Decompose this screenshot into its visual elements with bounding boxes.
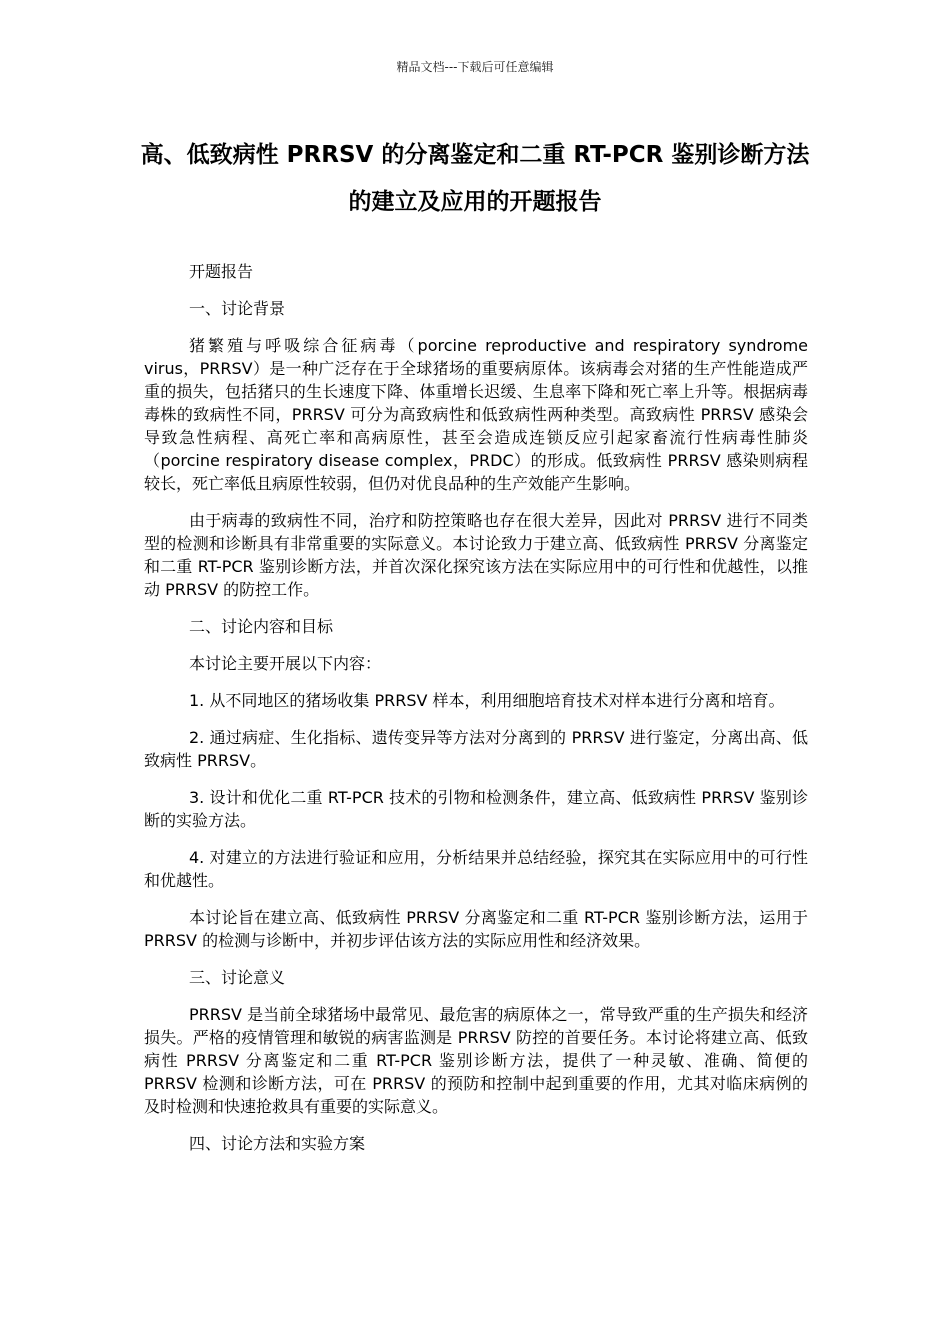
- report-label: 开题报告: [189, 262, 254, 281]
- section-2-goal: 本讨论旨在建立高、低致病性 PRRSV 分离鉴定和二重 RT-PCR 鉴别诊断方法，运用于 PRRSV 的检测与诊断中，并初步评估该方法的实际应用性和经济效果。: [144, 908, 808, 950]
- section-2-intro: 本讨论主要开展以下内容：: [189, 654, 382, 673]
- header-note: 精品文档---下载后可任意编辑: [396, 60, 554, 74]
- section-1-paragraph-1: 猪繁殖与呼吸综合征病毒（porcine reproductive and respiratory syndrome virus，PRRSV）是一种广泛存在于全球猪场的重要病原体。该病毒会对猪的生产性能造成严重的损失，包括猪只的生长速度下降、体重增长迟缓、生息率下降和死亡率上升等。根据病毒毒株的致病性不同，PRRSV 可分为高致病性和低致病性两种类型。高致病性 PRRSV 感染会导致急性病程、高死亡率和高病原性，甚至会造成连锁反应引起家畜流行性病毒性肺炎（porcine respiratory disease complex，PRDC）的形成。低致病性 PRRSV 感染则病程较长，死亡率低且病原性较弱，但仍对优良品种的生产效能产生影响。: [144, 336, 808, 493]
- section-2-item-4: 4. 对建立的方法进行验证和应用，分析结果并总结经验，探究其在实际应用中的可行性和优越性。: [144, 848, 808, 890]
- section-2-item-1: 1. 从不同地区的猪场收集 PRRSV 样本，利用细胞培育技术对样本进行分离和培育。: [189, 691, 785, 710]
- section-4-heading: 四、讨论方法和实验方案: [189, 1134, 366, 1153]
- section-2-item-3: 3. 设计和优化二重 RT-PCR 技术的引物和检测条件，建立高、低致病性 PRRSV 鉴别诊断的实验方法。: [144, 788, 808, 830]
- section-3-heading: 三、讨论意义: [189, 968, 286, 987]
- section-2-heading: 二、讨论内容和目标: [189, 617, 334, 636]
- section-3-paragraph-1: PRRSV 是当前全球猪场中最常见、最危害的病原体之一，常导致严重的生产损失和经济损失。严格的疫情管理和敏锐的病害监测是 PRRSV 防控的首要任务。本讨论将建立高、低致病性 PRRSV 分离鉴定和二重 RT-PCR 鉴别诊断方法，提供了一种灵敏、准确、简便的 PRRSV 检测和诊断方法，可在 PRRSV 的预防和控制中起到重要的作用，尤其对临床病例的及时检测和快速抢救具有重要的实际意义。: [144, 1005, 808, 1116]
- document-body: [144, 260, 808, 1169]
- section-1-paragraph-2: 由于病毒的致病性不同，治疗和防控策略也存在很大差异，因此对 PRRSV 进行不同类型的检测和诊断具有非常重要的实际意义。本讨论致力于建立高、低致病性 PRRSV 分离鉴定和二重 RT-PCR 鉴别诊断方法，并首次深化探究该方法在实际应用中的可行性和优越性，以推动 PRRSV 的防控工作。: [144, 511, 808, 599]
- document-title: 高、低致病性 PRRSV 的分离鉴定和二重 RT-PCR 鉴别诊断方法的建立及应用的开题报告: [140, 142, 810, 215]
- section-2-item-2: 2. 通过病症、生化指标、遗传变异等方法对分离到的 PRRSV 进行鉴定，分离出高、低致病性 PRRSV。: [144, 728, 808, 770]
- section-1-heading: 一、讨论背景: [189, 299, 286, 318]
